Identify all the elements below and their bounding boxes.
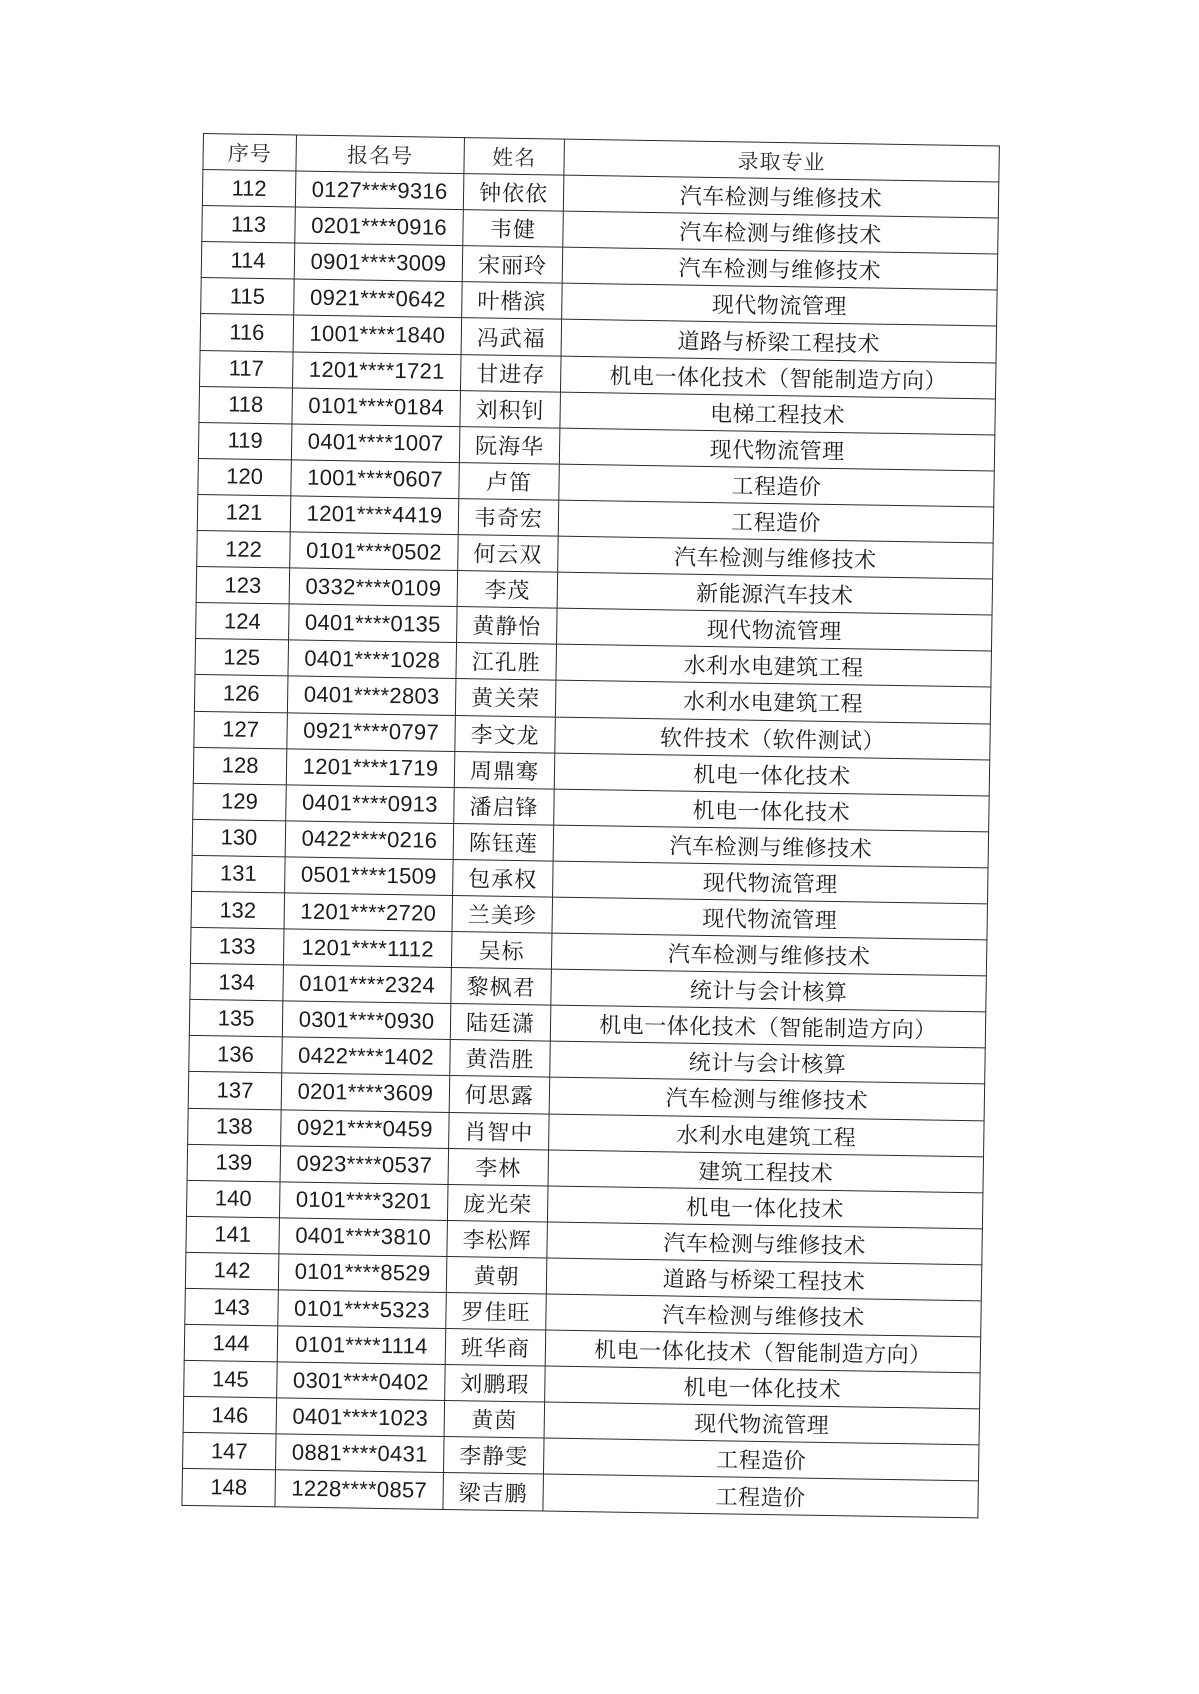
cell-reg-number: 0921****0642	[294, 279, 463, 318]
cell-seq: 126	[194, 675, 288, 713]
cell-name: 罗佳旺	[446, 1292, 547, 1330]
cell-reg-number: 0501****1509	[285, 857, 454, 896]
cell-reg-number: 0401****1028	[288, 640, 457, 679]
cell-reg-number: 0101****1114	[277, 1326, 446, 1365]
cell-name: 江孔胜	[456, 643, 557, 681]
cell-name: 李静雯	[443, 1437, 544, 1475]
cell-seq: 114	[201, 242, 295, 280]
cell-major: 水利水电建筑工程	[555, 681, 991, 724]
cell-major: 软件技术（软件测试）	[555, 717, 991, 760]
cell-name: 黄静怡	[457, 607, 558, 645]
cell-reg-number: 0401****1007	[291, 424, 460, 463]
cell-reg-number: 0401****0913	[286, 785, 455, 824]
cell-major: 现代物流管理	[557, 608, 993, 651]
cell-major: 统计与会计核算	[550, 1041, 986, 1084]
header-major: 录取专业	[564, 139, 1000, 182]
cell-name: 陈钰莲	[453, 823, 554, 861]
cell-reg-number: 1228****0857	[275, 1470, 444, 1509]
cell-seq: 136	[189, 1036, 283, 1074]
cell-seq: 135	[189, 1000, 283, 1038]
cell-major: 机电一体化技术	[545, 1366, 981, 1409]
cell-name: 李松辉	[447, 1220, 548, 1258]
cell-major: 汽车检测与维修技术	[547, 1222, 983, 1265]
cell-name: 甘进存	[460, 354, 561, 392]
cell-seq: 122	[197, 530, 291, 568]
cell-reg-number: 0201****3609	[281, 1073, 450, 1112]
cell-seq: 133	[190, 927, 284, 965]
cell-seq: 124	[196, 603, 290, 641]
cell-name: 何云双	[458, 535, 559, 573]
cell-name: 叶楷滨	[462, 282, 563, 320]
cell-name: 李林	[448, 1148, 549, 1186]
cell-seq: 120	[198, 458, 292, 496]
cell-reg-number: 1201****4419	[290, 496, 459, 535]
cell-major: 工程造价	[559, 464, 995, 507]
cell-reg-number: 1001****1840	[293, 315, 462, 354]
cell-seq: 145	[184, 1361, 278, 1399]
header-seq: 序号	[203, 134, 297, 172]
cell-seq: 142	[185, 1252, 279, 1290]
cell-major: 汽车检测与维修技术	[553, 825, 989, 868]
cell-seq: 128	[193, 747, 287, 785]
cell-major: 统计与会计核算	[551, 969, 987, 1012]
cell-reg-number: 0101****5323	[278, 1290, 447, 1329]
cell-reg-number: 1201****2720	[284, 893, 453, 932]
cell-name: 阮海华	[459, 426, 560, 464]
cell-reg-number: 1201****1721	[293, 352, 462, 391]
cell-seq: 144	[184, 1324, 278, 1362]
cell-reg-number: 0401****1023	[276, 1398, 445, 1437]
cell-name: 班华商	[445, 1329, 546, 1367]
cell-name: 宋丽玲	[462, 246, 563, 284]
cell-seq: 112	[202, 170, 296, 208]
cell-major: 机电一体化技术（智能制造方向）	[550, 1005, 986, 1048]
cell-major: 汽车检测与维修技术	[562, 247, 998, 290]
cell-seq: 116	[200, 314, 294, 352]
cell-reg-number: 0127****9316	[295, 171, 464, 210]
cell-name: 韦奇宏	[458, 499, 559, 537]
cell-seq: 139	[187, 1144, 281, 1182]
cell-reg-number: 0901****3009	[294, 243, 463, 282]
cell-seq: 137	[188, 1072, 282, 1110]
cell-major: 道路与桥梁工程技术	[546, 1258, 982, 1301]
cell-reg-number: 0101****3201	[279, 1182, 448, 1221]
cell-name: 梁吉鹏	[443, 1473, 544, 1511]
cell-major: 机电一体化技术（智能制造方向）	[545, 1330, 981, 1373]
cell-name: 黄浩胜	[450, 1040, 551, 1078]
cell-major: 工程造价	[543, 1438, 979, 1481]
cell-seq: 127	[194, 711, 288, 749]
cell-major: 机电一体化技术	[554, 789, 990, 832]
cell-seq: 125	[195, 639, 289, 677]
cell-name: 黄茵	[444, 1401, 545, 1439]
cell-reg-number: 0921****0459	[281, 1109, 450, 1148]
cell-major: 现代物流管理	[559, 428, 995, 471]
cell-reg-number: 0201****0916	[295, 207, 464, 246]
cell-reg-number: 0921****0797	[287, 712, 456, 751]
cell-major: 汽车检测与维修技术	[563, 211, 999, 254]
cell-seq: 119	[198, 422, 292, 460]
cell-major: 道路与桥梁工程技术	[561, 320, 997, 363]
cell-seq: 130	[192, 819, 286, 857]
cell-reg-number: 0881****0431	[276, 1434, 445, 1473]
cell-reg-number: 0101****8529	[278, 1254, 447, 1293]
header-reg-number: 报名号	[296, 135, 465, 174]
cell-name: 吴标	[451, 932, 552, 970]
cell-major: 机电一体化技术	[547, 1186, 983, 1229]
cell-name: 庞光荣	[447, 1184, 548, 1222]
cell-name: 陆廷潇	[450, 1004, 551, 1042]
cell-seq: 147	[183, 1433, 277, 1471]
cell-seq: 121	[197, 494, 291, 532]
cell-reg-number: 0332****0109	[289, 568, 458, 607]
cell-reg-number: 0422****0216	[285, 821, 454, 860]
cell-major: 现代物流管理	[553, 861, 989, 904]
cell-seq: 129	[193, 783, 287, 821]
cell-reg-number: 0301****0402	[277, 1362, 446, 1401]
cell-name: 兰美珍	[452, 895, 553, 933]
cell-seq: 138	[188, 1108, 282, 1146]
cell-major: 汽车检测与维修技术	[549, 1077, 985, 1120]
cell-seq: 146	[183, 1397, 277, 1435]
cell-reg-number: 0101****0184	[292, 388, 461, 427]
cell-reg-number: 1001****0607	[291, 460, 460, 499]
cell-major: 汽车检测与维修技术	[558, 536, 994, 579]
cell-name: 冯武福	[461, 318, 562, 356]
cell-major: 汽车检测与维修技术	[563, 175, 999, 218]
cell-seq: 141	[186, 1216, 280, 1254]
cell-reg-number: 0401****2803	[287, 676, 456, 715]
cell-major: 建筑工程技术	[548, 1150, 984, 1193]
cell-reg-number: 0401****3810	[279, 1218, 448, 1257]
cell-major: 水利水电建筑工程	[556, 644, 992, 687]
cell-seq: 143	[185, 1288, 279, 1326]
cell-name: 黎枫君	[451, 968, 552, 1006]
cell-major: 现代物流管理	[552, 897, 988, 940]
cell-major: 水利水电建筑工程	[549, 1114, 985, 1157]
cell-reg-number: 1201****1112	[283, 929, 452, 968]
cell-name: 刘鹏瑕	[445, 1365, 546, 1403]
cell-name: 黄关荣	[455, 679, 556, 717]
cell-name: 包承权	[453, 859, 554, 897]
cell-name: 何思露	[449, 1076, 550, 1114]
cell-major: 电梯工程技术	[560, 392, 996, 435]
cell-major: 汽车检测与维修技术	[551, 933, 987, 976]
cell-name: 肖智中	[449, 1112, 550, 1150]
cell-name: 潘启锋	[454, 787, 555, 825]
cell-major: 汽车检测与维修技术	[546, 1294, 982, 1337]
cell-reg-number: 0101****0502	[290, 532, 459, 571]
cell-seq: 117	[200, 350, 294, 388]
cell-major: 工程造价	[558, 500, 994, 543]
admission-table	[181, 133, 999, 1518]
cell-name: 钟依依	[463, 174, 564, 212]
cell-major: 新能源汽车技术	[557, 572, 993, 615]
cell-seq: 123	[196, 567, 290, 605]
cell-seq: 148	[182, 1469, 276, 1507]
table-body	[182, 170, 999, 1518]
cell-seq: 132	[191, 891, 285, 929]
cell-reg-number: 0101****2324	[283, 965, 452, 1004]
header-name: 姓名	[464, 138, 565, 176]
cell-name: 韦健	[463, 210, 564, 248]
cell-reg-number: 0422****1402	[282, 1037, 451, 1076]
cell-seq: 140	[186, 1180, 280, 1218]
cell-seq: 131	[192, 855, 286, 893]
cell-name: 黄朝	[446, 1256, 547, 1294]
cell-seq: 113	[202, 206, 296, 244]
cell-major: 工程造价	[543, 1474, 979, 1517]
cell-major: 机电一体化技术（智能制造方向）	[560, 356, 996, 399]
cell-reg-number: 0401****0135	[289, 604, 458, 643]
cell-major: 机电一体化技术	[554, 753, 990, 796]
cell-name: 李茂	[457, 571, 558, 609]
cell-reg-number: 0301****0930	[282, 1001, 451, 1040]
cell-name: 李文龙	[455, 715, 556, 753]
cell-name: 卢笛	[459, 462, 560, 500]
cell-seq: 115	[201, 278, 295, 316]
cell-name: 周鼎骞	[454, 751, 555, 789]
cell-seq: 118	[199, 386, 293, 424]
cell-reg-number: 0923****0537	[280, 1145, 449, 1184]
cell-seq: 134	[190, 964, 284, 1002]
cell-major: 现代物流管理	[544, 1402, 980, 1445]
cell-reg-number: 1201****1719	[286, 748, 455, 787]
cell-major: 现代物流管理	[562, 284, 998, 327]
cell-name: 刘积钊	[460, 390, 561, 428]
